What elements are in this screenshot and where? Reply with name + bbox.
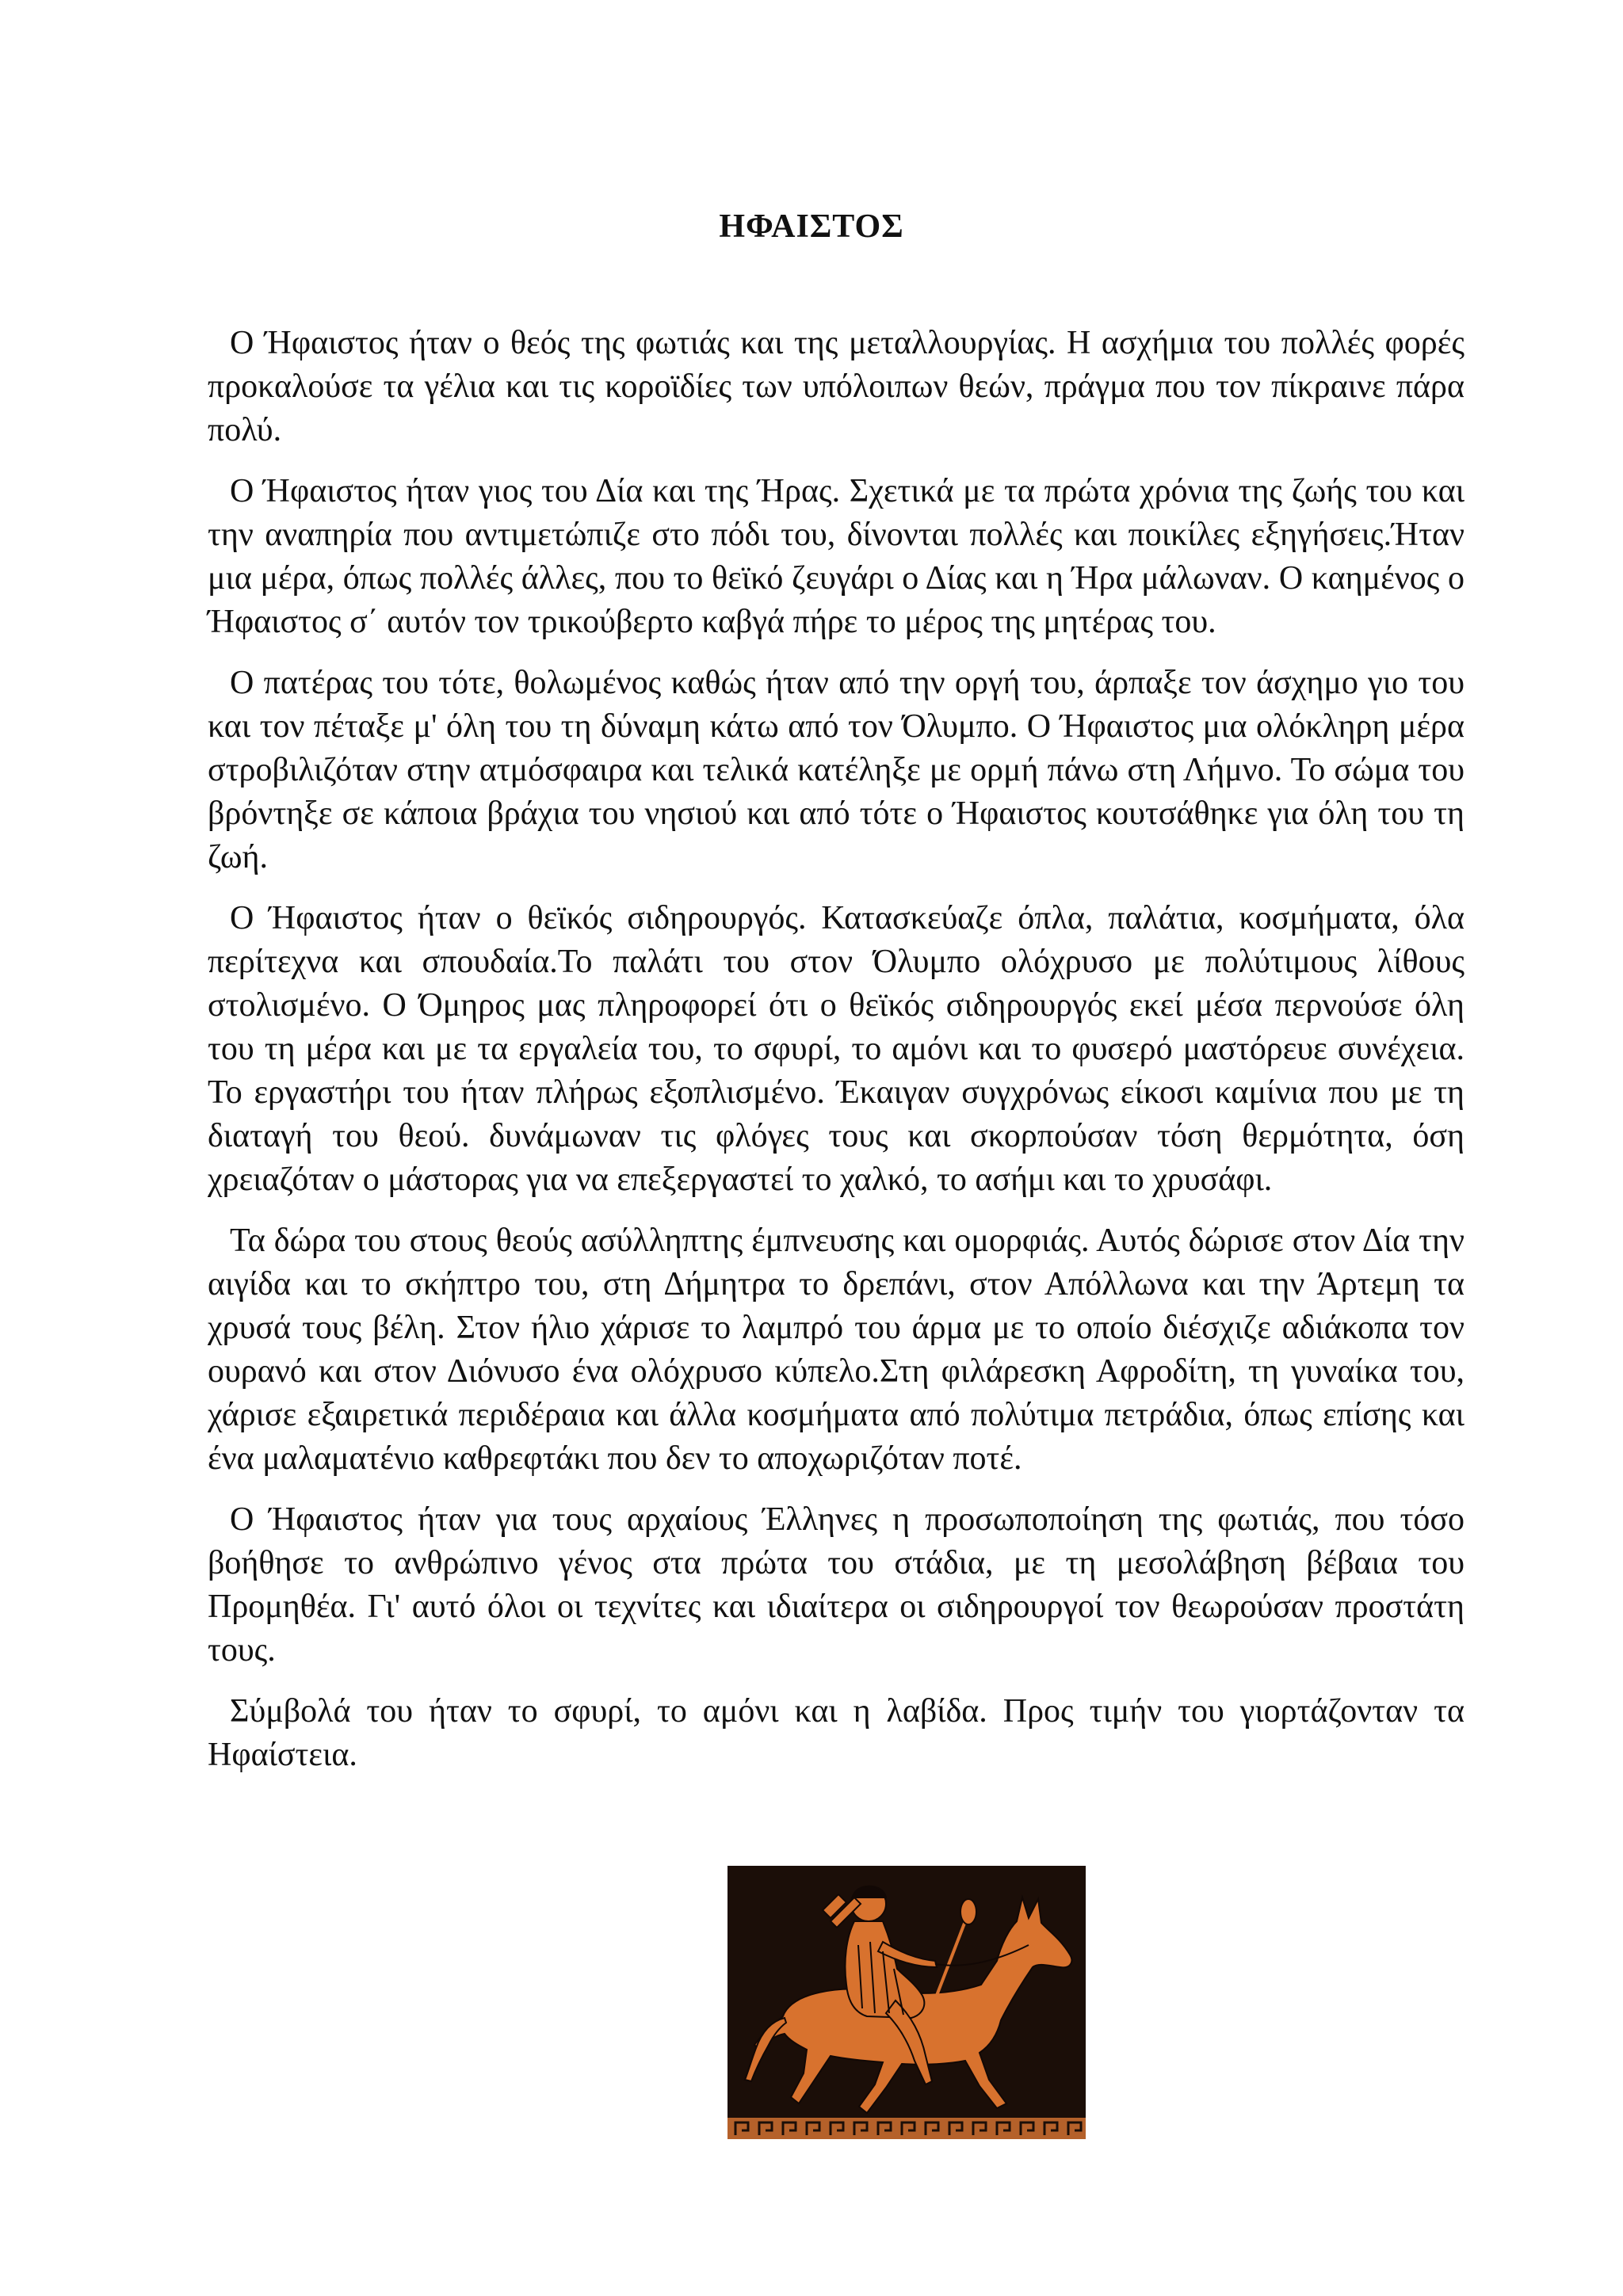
vase-painting-image [727,1866,1086,2139]
paragraph-7: Σύμβολά του ήταν το σφυρί, το αμόνι και η λαβίδα. Προς τιμήν του γιορτάζονταν τα Ηφαίστεια. [208,1693,1465,1773]
page-title: ΗΦΑΙΣΤΟΣ [719,208,904,245]
document-body [208,322,1465,1794]
paragraph-3: Ο πατέρας του τότε, θολωμένος καθώς ήταν από την οργή του, άρπαξε τον άσχημο γιο του και τον πέταξε μ' όλη του τη δύναμη κάτω από τον Όλυμπο. Ο Ήφαιστος μια ολόκληρη μέρα στροβιλιζόταν στην ατμόσφαιρα και τελικά κατέληξε με ορμή πάνω στη Λήμνο. Το σώμα του βρόντηξε σε κάποια βράχια του νησιού και από τότε ο Ήφαιστος κουτσάθηκε για όλη του τη ζωή. [208,665,1465,875]
decorative-band [727,2118,1086,2139]
paragraph-4: Ο Ήφαιστος ήταν ο θεϊκός σιδηρουργός. Κατασκεύαζε όπλα, παλάτια, κοσμήματα, όλα περίτεχνα και σπουδαία.Το παλάτι του στον Όλυμπο ολόχρυσο με πολύτιμους λίθους στολισμένο. Ο Όμηρος μας πληροφορεί ότι ο θεϊκός σιδηρουργός εκεί μέσα περνούσε όλη του τη μέρα και με τα εργαλεία του, το σφυρί, το αμόνι και το φυσερό μαστόρευε συνέχεια. Το εργαστήρι του ήταν πλήρως εξοπλισμένο. Έκαιγαν συγχρόνως είκοσι καμίνια που με τη διαταγή του θεού. δυνάμωναν τις φλόγες τους και σκορπούσαν τόση θερμότητα, όση χρειαζόταν ο μάστορας για να επεξεργαστεί το χαλκό, το ασήμι και το χρυσάφι. [208,900,1465,1198]
paragraph-1: Ο Ήφαιστος ήταν ο θεός της φωτιάς και της μεταλλουργίας. Η ασχήμια του πολλές φορές προκαλούσε τα γέλια και τις κοροϊδίες των υπόλοιπων θεών, πράγμα που τον πίκραινε πάρα πολύ. [208,325,1465,448]
paragraph-5: Τα δώρα του στους θεούς ασύλληπτης έμπνευσης και ομορφιάς. Αυτός δώρισε στον Δία την αιγίδα και το σκήπτρο του, στη Δήμητρα το δρεπάνι, στον Απόλλωνα και την Άρτεμη τα χρυσά τους βέλη. Στον ήλιο χάρισε το λαμπρό του άρμα με το οποίο διέσχιζε αδιάκοπα τον ουρανό και στον Διόνυσο ένα ολόχρυσο κύπελο.Στη φιλάρεσκη Αφροδίτη, τη γυναίκα του, χάρισε εξαιρετικά περιδέραια και άλλα κοσμήματα από πολύτιμα πετράδια, όπως επίσης και ένα μαλαματένιο καθρεφτάκι που δεν το αποχωριζόταν ποτέ. [208,1222,1465,1477]
paragraph-6: Ο Ήφαιστος ήταν για τους αρχαίους Έλληνες η προσωποποίηση της φωτιάς, που τόσο βοήθησε το ανθρώπινο γένος στα πρώτα του στάδια, με τη μεσολάβηση βέβαια του Προμηθέα. Γι' αυτό όλοι οι τεχνίτες και ιδιαίτερα οι σιδηρουργοί τον θεωρούσαν προστάτη τους. [208,1501,1465,1669]
paragraph-2: Ο Ήφαιστος ήταν γιος του Δία και της Ήρας. Σχετικά με τα πρώτα χρόνια της ζωής του και την αναπηρία που αντιμετώπιζε στο πόδι του, δίνονται πολλές και ποικίλες εξηγήσεις.Ήταν μια μέρα, όπως πολλές άλλες, που το θεϊκό ζευγάρι ο Δίας και η Ήρα μάλωναν. Ο καημένος ο Ήφαιστος σ΄ αυτόν τον τρικούβερτο καβγά πήρε το μέρος της μητέρας του. [208,473,1465,640]
